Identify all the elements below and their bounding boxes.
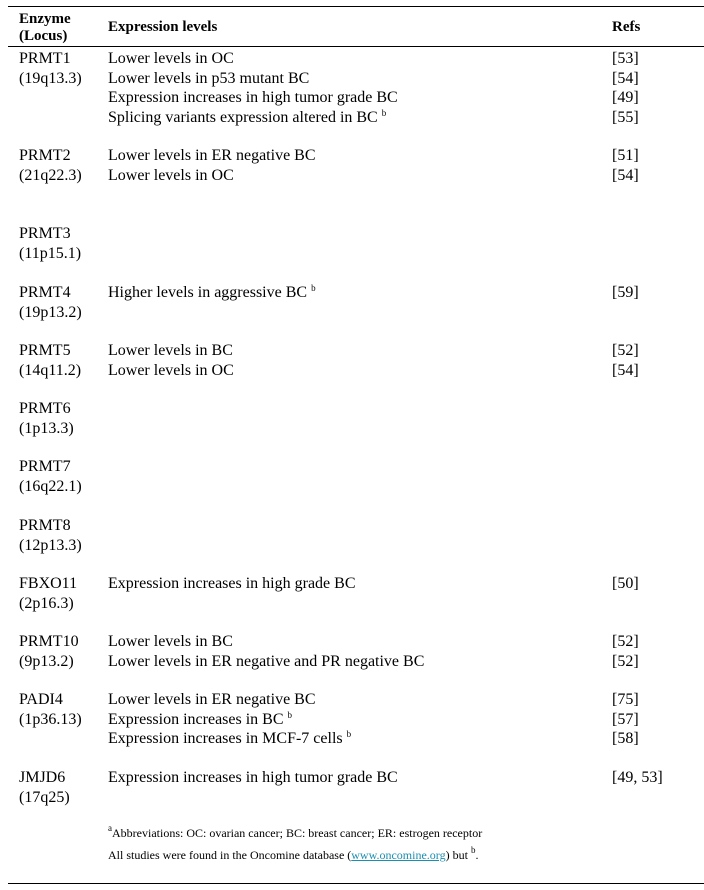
enzyme-locus: (16q22.1) (19, 477, 82, 495)
reference: [54] (612, 166, 639, 184)
enzyme-name: PADI4 (19, 691, 63, 708)
footnote-prefix: All studies were found in the Oncomine database ( (108, 848, 352, 862)
expression-level (108, 341, 233, 361)
expression-level (108, 652, 424, 672)
enzyme-cell (19, 516, 82, 555)
enzyme-name: PRMT7 (19, 458, 71, 475)
expression-level (108, 88, 398, 108)
enzyme-cell (19, 341, 81, 380)
enzyme-name: JMJD6 (19, 769, 66, 786)
footnote-marker: b (311, 283, 316, 293)
footnote-marker: b (287, 709, 293, 720)
expression-level (108, 108, 386, 128)
expression-text: Expression increases in BC (108, 710, 284, 728)
footnote-sup-a: a (108, 823, 112, 833)
expression-text: Expression increases in MCF-7 cells (108, 730, 343, 748)
reference: [57] (612, 710, 639, 728)
expression-level (108, 283, 316, 303)
expression-text: Lower levels in p53 mutant BC (108, 69, 310, 87)
expression-text: Expression increases in high tumor grade BC (108, 769, 398, 786)
reference: [54] (612, 361, 639, 379)
enzyme-cell (19, 49, 82, 88)
expression-text: Expression increases in high grade BC (108, 575, 356, 592)
expression-text: Higher levels in aggressive BC (108, 284, 308, 301)
footnote-mid: ) but (445, 848, 471, 862)
enzyme-name: FBXO11 (19, 575, 78, 592)
footnote-marker: b (381, 107, 387, 118)
expression-level (108, 146, 316, 166)
enzyme-name: PRMT8 (19, 517, 71, 534)
enzyme-locus: (12p13.3) (19, 536, 82, 554)
expression-text: Lower levels in ER negative and PR negative BC (108, 652, 425, 670)
enzyme-name: PRMT10 (19, 633, 79, 650)
reference: [52] (612, 633, 639, 650)
footnote-marker: b (346, 729, 352, 740)
reference: [54] (612, 69, 639, 87)
enzyme-cell (19, 399, 74, 438)
expression-text: Lower levels in ER negative BC (108, 147, 316, 164)
enzyme-cell (19, 457, 82, 496)
reference: [58] (612, 730, 639, 748)
enzyme-locus: (21q22.3) (19, 166, 82, 184)
top-rule (8, 6, 704, 7)
enzyme-cell (19, 690, 82, 729)
enzyme-name: PRMT5 (19, 342, 71, 359)
enzyme-locus: (19p13.2) (19, 303, 82, 321)
expression-text: Splicing variants expression altered in BC (108, 108, 378, 126)
reference: [52] (612, 342, 639, 359)
expression-level (108, 690, 316, 710)
reference: [52] (612, 652, 639, 670)
enzyme-cell (19, 146, 82, 185)
reference: [55] (612, 108, 639, 126)
enzyme-name: PRMT2 (19, 147, 71, 164)
enzyme-cell (19, 224, 81, 263)
enzyme-cell (19, 768, 70, 807)
enzyme-name: PRMT1 (19, 50, 71, 67)
reference: [53] (612, 50, 639, 67)
footnote-line-1 (108, 824, 482, 843)
header-enzyme-label: Enzyme (19, 11, 71, 27)
enzyme-locus: (11p15.1) (19, 244, 82, 262)
expression-level (108, 710, 292, 730)
enzyme-cell (19, 574, 77, 613)
reference: [75] (612, 691, 639, 708)
reference: [50] (612, 575, 639, 592)
expression-level (108, 166, 234, 186)
header-refs: Refs (612, 19, 641, 35)
header-expression: Expression levels (108, 19, 218, 35)
expression-level (108, 574, 356, 594)
expression-text: Lower levels in BC (108, 342, 233, 359)
footnote-suffix: . (475, 848, 479, 862)
enzyme-name: PRMT3 (19, 225, 71, 242)
expression-text: Lower levels in ER negative BC (108, 691, 316, 708)
oncomine-link[interactable]: www.oncomine.org (351, 848, 446, 862)
expression-text: Lower levels in OC (108, 50, 234, 67)
header-locus-label: (Locus) (19, 28, 68, 44)
reference: [49] (612, 89, 639, 107)
expression-level (108, 768, 398, 788)
expression-level (108, 49, 234, 69)
reference: [59] (612, 284, 639, 301)
enzyme-locus: (17q25) (19, 788, 70, 806)
expression-level (108, 69, 309, 89)
expression-level (108, 632, 233, 652)
enzyme-name: PRMT6 (19, 400, 71, 417)
footnote-abbreviations: Abbreviations: OC: ovarian cancer; BC: breast cancer; ER: estrogen receptor (112, 826, 483, 840)
expression-level (108, 729, 351, 749)
expression-text: Lower levels in OC (108, 361, 234, 379)
reference: [51] (612, 147, 639, 164)
footnote-line-2 (108, 846, 478, 865)
enzyme-cell (19, 632, 79, 671)
enzyme-name: PRMT4 (19, 284, 71, 301)
enzyme-locus: (2p16.3) (19, 594, 74, 612)
enzyme-cell (19, 283, 82, 322)
footnote-sup-b: b (470, 845, 476, 855)
enzyme-locus: (19q13.3) (19, 69, 82, 87)
enzyme-locus: (14q11.2) (19, 361, 82, 379)
expression-text: Lower levels in BC (108, 633, 233, 650)
bottom-rule (8, 883, 704, 884)
enzyme-locus: (1p36.13) (19, 710, 82, 728)
expression-text: Expression increases in high tumor grade BC (108, 89, 398, 107)
header-enzyme (19, 11, 71, 45)
enzyme-locus: (1p13.3) (19, 419, 74, 437)
header-rule (8, 46, 704, 47)
reference: [49, 53] (612, 769, 663, 786)
expression-text: Lower levels in OC (108, 166, 234, 184)
enzyme-locus: (9p13.2) (19, 652, 74, 670)
expression-level (108, 361, 234, 381)
